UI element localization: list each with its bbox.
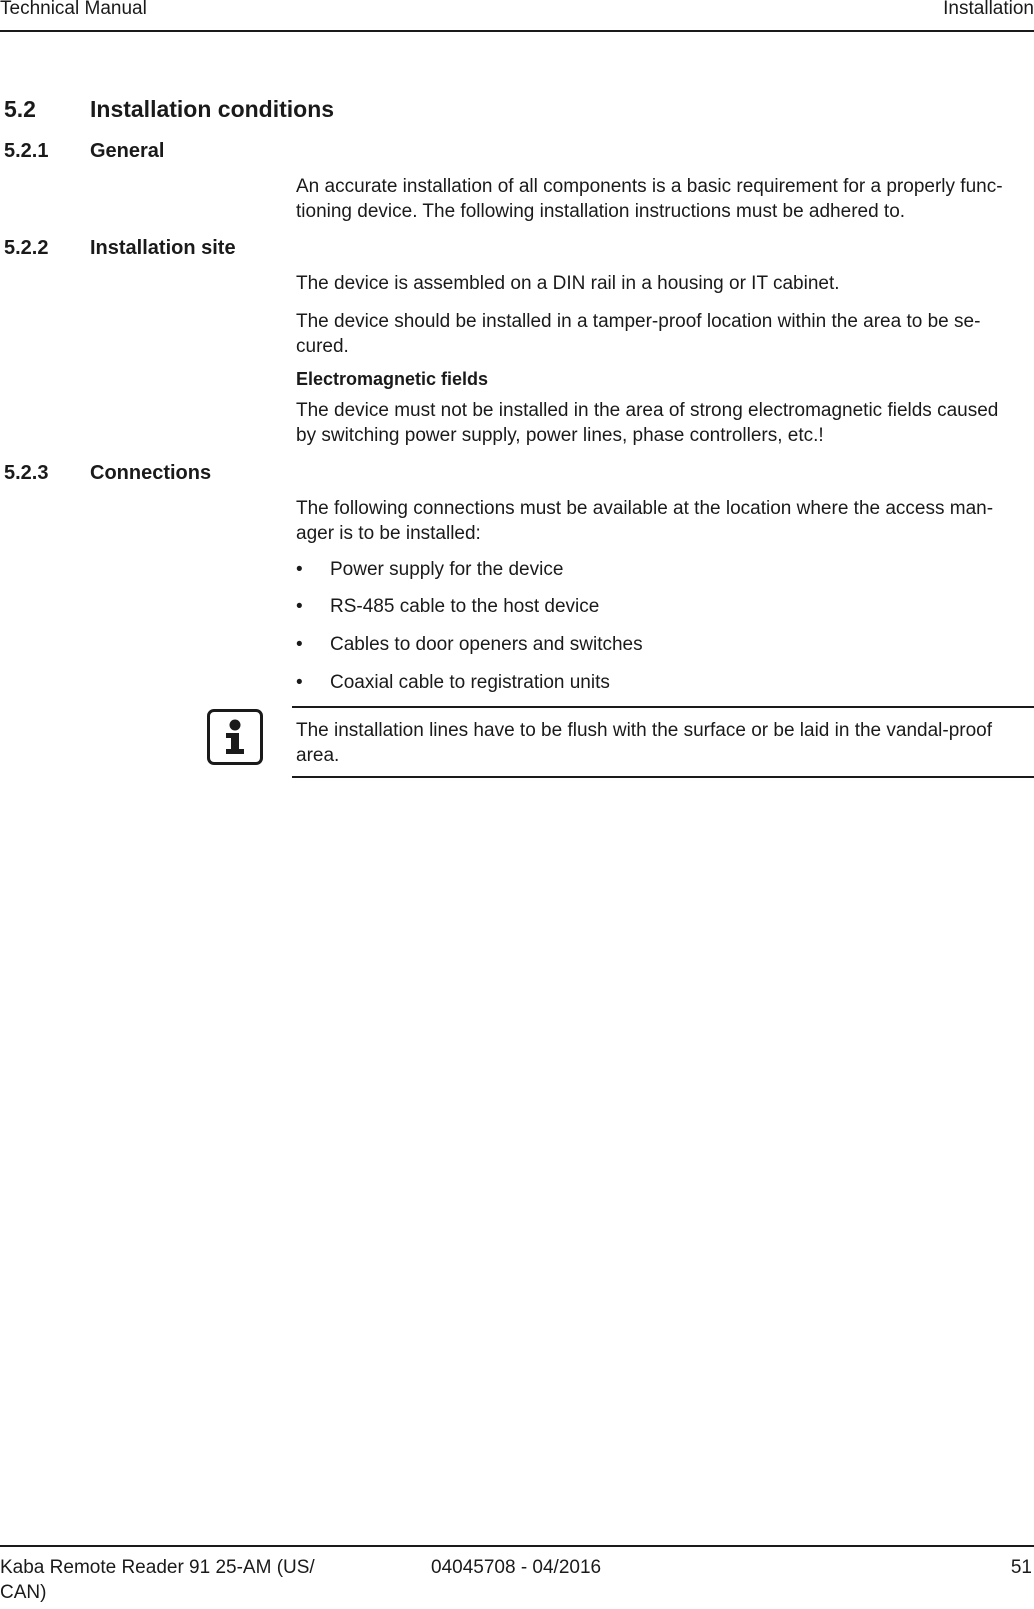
- general-paragraph-line: An accurate installation of all components is a basic requirement for a properly func-: [296, 176, 1003, 197]
- list-item: RS-485 cable to the host device: [330, 596, 600, 617]
- list-item: Power supply for the device: [330, 559, 564, 580]
- connections-intro-line: ager is to be installed:: [296, 523, 481, 544]
- site-number: 5.2.2: [4, 237, 49, 259]
- section-title: Installation conditions: [90, 96, 335, 122]
- general-title: General: [90, 140, 165, 162]
- header-divider: [0, 30, 1034, 32]
- site-paragraph: The device is assembled on a DIN rail in a housing or IT cabinet.: [296, 273, 840, 294]
- header-chapter: Installation: [943, 0, 1034, 19]
- section-number: 5.2: [4, 96, 36, 122]
- note-bottom-rule: [292, 776, 1034, 778]
- connections-title: Connections: [90, 462, 212, 484]
- general-number: 5.2.1: [4, 140, 49, 162]
- footer-doc-number: 04045708 - 04/2016: [431, 1557, 602, 1578]
- footer-product-line: Kaba Remote Reader 91 25-AM (US/: [0, 1557, 315, 1578]
- site-title: Installation site: [90, 237, 236, 259]
- site-paragraph-line: by switching power supply, power lines, phase controllers, etc.!: [296, 425, 824, 446]
- list-item: Coaxial cable to registration units: [330, 672, 610, 693]
- connections-number: 5.2.3: [4, 462, 49, 484]
- info-icon: [207, 709, 263, 765]
- footer-product-line: CAN): [0, 1582, 47, 1603]
- note-text-line: area.: [296, 745, 340, 766]
- bullet-marker: •: [296, 559, 303, 580]
- site-paragraph-line: The device must not be installed in the area of strong electromagnetic fields caused: [296, 400, 999, 421]
- note-top-rule: [292, 706, 1034, 708]
- note-text-line: The installation lines have to be flush with the surface or be laid in the vandal-proof: [296, 720, 993, 741]
- site-paragraph-line: The device should be installed in a tamper-proof location within the area to be se-: [296, 311, 981, 332]
- header-doc-title: Technical Manual: [0, 0, 147, 19]
- footer-divider: [0, 1545, 1034, 1547]
- bullet-marker: •: [296, 596, 303, 617]
- bullet-marker: •: [296, 634, 303, 655]
- site-paragraph-line: cured.: [296, 336, 349, 357]
- connections-intro-line: The following connections must be available at the location where the access man-: [296, 498, 994, 519]
- electromagnetic-subheading: Electromagnetic fields: [296, 369, 489, 389]
- page-number: 51: [1010, 1557, 1032, 1578]
- general-paragraph-line: tioning device. The following installation instructions must be adhered to.: [296, 201, 906, 222]
- list-item: Cables to door openers and switches: [330, 634, 643, 655]
- bullet-marker: •: [296, 672, 303, 693]
